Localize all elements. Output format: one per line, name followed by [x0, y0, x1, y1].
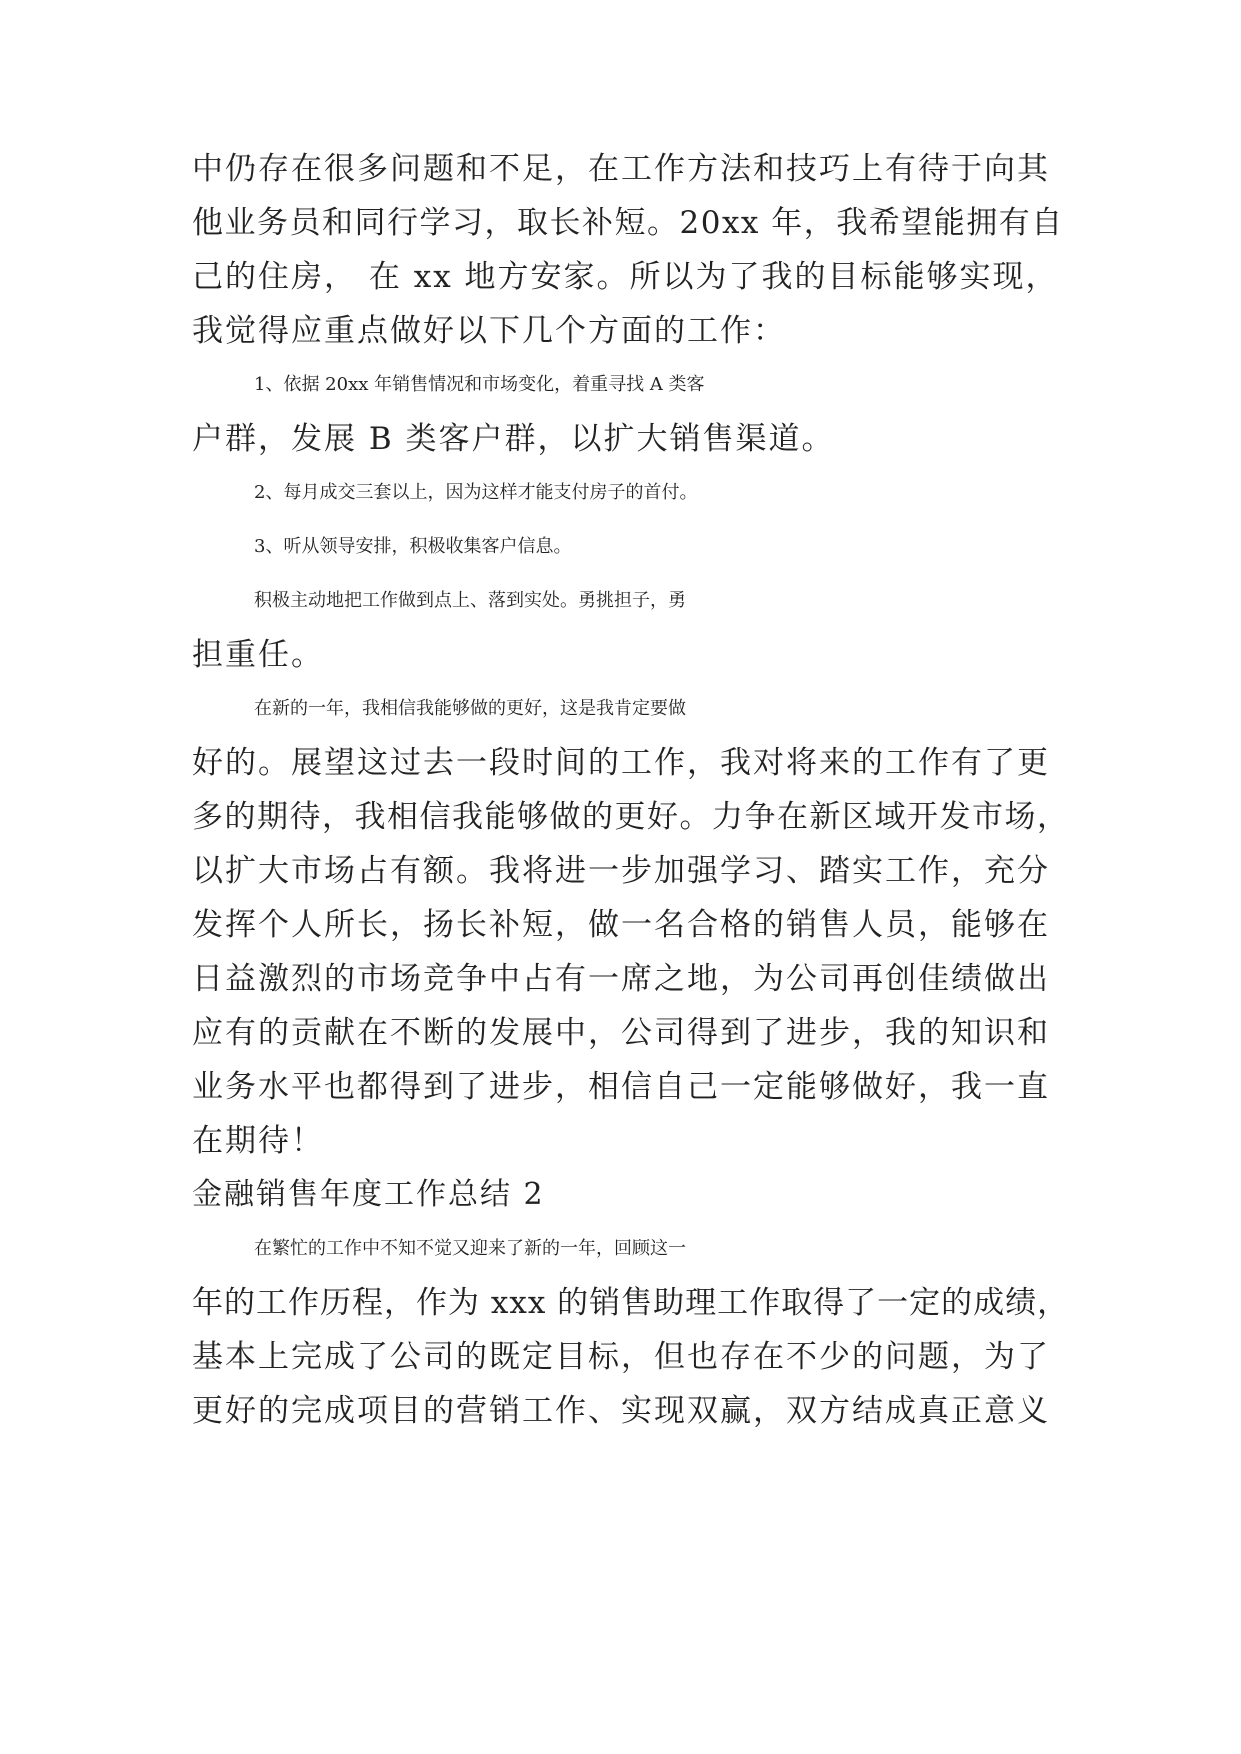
paragraph-line: 应有的贡献在不断的发展中，公司得到了进步，我的知识和 [192, 1015, 1050, 1051]
section-heading: 金融销售年度工作总结 2 [192, 1177, 545, 1212]
paragraph-line: 他业务员和同行学习，取长补短。20xx 年，我希望能拥有自 [192, 205, 1064, 241]
paragraph-line: 在新的一年，我相信我能够做的更好，这是我肯定要做 [254, 698, 686, 719]
paragraph-line: 更好的完成项目的营销工作、实现双赢，双方结成真正意义 [192, 1393, 1050, 1429]
paragraph-line: 我觉得应重点做好以下几个方面的工作： [192, 313, 786, 349]
paragraph-line: 己的住房， 在 xx 地方安家。所以为了我的目标能够实现， [192, 259, 1059, 295]
paragraph-line: 在期待！ [192, 1123, 324, 1159]
paragraph-line: 以扩大市场占有额。我将进一步加强学习、踏实工作，充分 [192, 853, 1050, 889]
paragraph-line: 年的工作历程，作为 xxx 的销售助理工作取得了一定的成绩， [192, 1285, 1070, 1321]
list-item-2: 2、每月成交三套以上，因为这样才能支付房子的首付。 [254, 482, 698, 503]
paragraph-line: 好的。展望这过去一段时间的工作，我对将来的工作有了更 [192, 745, 1050, 781]
list-item-1: 1、依据 20xx 年销售情况和市场变化，着重寻找 A 类客 [254, 374, 705, 395]
paragraph-line: 担重任。 [192, 637, 324, 673]
paragraph-line: 多的期待，我相信我能够做的更好。力争在新区域开发市场， [192, 799, 1070, 835]
paragraph-line: 业务水平也都得到了进步，相信自己一定能够做好，我一直 [192, 1069, 1050, 1105]
paragraph-line: 在繁忙的工作中不知不觉又迎来了新的一年，回顾这一 [254, 1238, 686, 1259]
paragraph-line: 基本上完成了公司的既定目标，但也存在不少的问题，为了 [192, 1339, 1050, 1375]
paragraph-line: 中仍存在很多问题和不足，在工作方法和技巧上有待于向其 [192, 151, 1050, 187]
paragraph-line: 积极主动地把工作做到点上、落到实处。勇挑担子，勇 [254, 590, 686, 611]
list-item-3: 3、听从领导安排，积极收集客户信息。 [254, 536, 572, 557]
paragraph-line: 发挥个人所长，扬长补短，做一名合格的销售人员，能够在 [192, 907, 1050, 943]
paragraph-line: 日益激烈的市场竞争中占有一席之地，为公司再创佳绩做出 [192, 961, 1050, 997]
paragraph-line: 户群，发展 B 类客户群，以扩大销售渠道。 [192, 421, 835, 457]
